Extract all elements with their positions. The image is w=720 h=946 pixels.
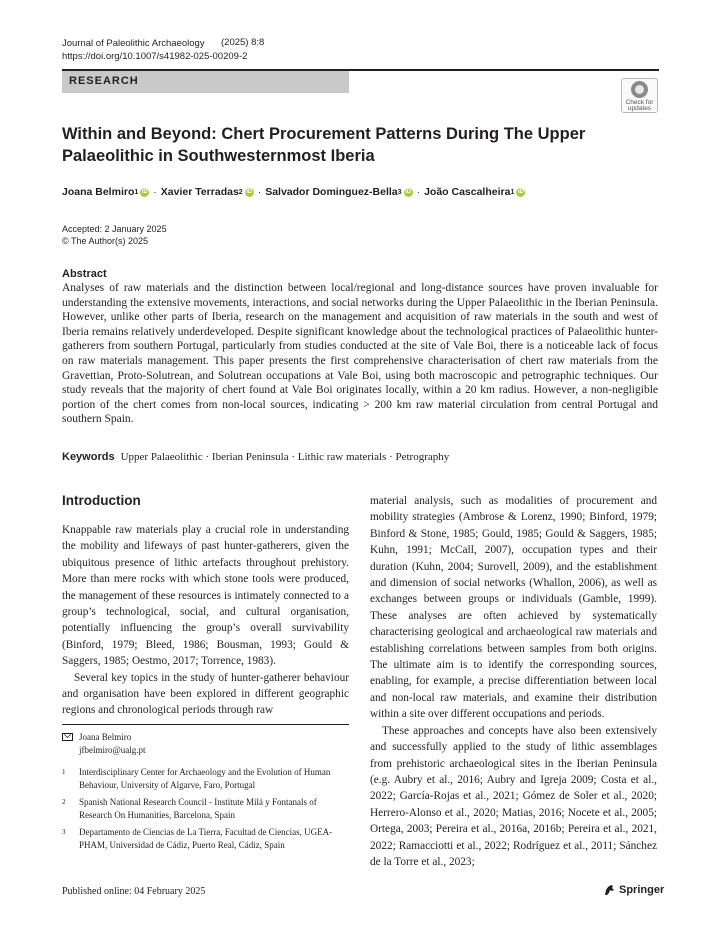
right-column <box>370 493 657 870</box>
author-name[interactable]: Salvador Dominguez-Bella <box>265 186 398 198</box>
keywords-list: Upper Palaeolithic · Iberian Peninsula · Lithic raw materials · Petrography <box>120 451 450 463</box>
keywords-label: Keywords <box>62 451 115 463</box>
introduction-heading: Introduction <box>62 493 141 508</box>
article-dates <box>62 223 167 247</box>
corresponding-author <box>62 731 349 757</box>
corresponding-author-email[interactable]: jfbelmiro@ualg.pt <box>79 744 146 755</box>
published-online: Published online: 04 February 2025 <box>62 886 206 897</box>
abstract-heading: Abstract <box>62 268 107 280</box>
paragraph: Several key topics in the study of hunter-gatherer behaviour and organisation have been explored in different geographic regions and chronological periods through raw <box>62 671 349 717</box>
keywords <box>62 450 449 464</box>
footnote-rule <box>62 724 349 725</box>
copyright-notice: © The Author(s) 2025 <box>62 236 149 246</box>
author-affiliation-sup: 1 <box>134 188 139 196</box>
paragraph: Knappable raw materials play a crucial role in understanding the mobility and lifeways of past hunter-gatherers, given the ubiquitous presence of lithic artefacts throughout prehistory. More than mere rocks with which stone tools were produced, the management of these resources is intimately connected to a group’s technological, social, and cultural organisation, potentially influencing the group’s overall survivability (Binford, 1979; Bleed, 1986; Bousman, 1993; Gould & Saggers, 1985; Oestmo, 2017; Torrence, 1983). <box>62 524 349 668</box>
orcid-icon[interactable]: iD <box>141 188 148 195</box>
paragraph: These approaches and concepts have also been extensively and successfully applied to the study of lithic assemblages from prehistoric archaeological sites in the Iberian Peninsula (e.g. Aubry et al., 2016; Aubry and Igreja 2009; Costa et al., 2022; García-Rojas et al., 2021; Gómez de Soler et al., 2020; Herrero-Alonso et al., 2020; Matias, 2016; Nocete et al., 2005; Ortega, 2003; Pereira et al., 2016a, 2016b; Pereira et al., 2021, 2022; Ramacciotti et al., 2022; Rodríguez et al., 2011; Sánchez de la Torre et al., 2023; <box>370 724 657 868</box>
affiliation-number: 1 <box>62 768 66 776</box>
check-updates-icon <box>631 81 648 98</box>
check-for-updates-button[interactable] <box>621 78 658 113</box>
author-name[interactable]: João Cascalheira <box>424 186 511 198</box>
author-separator: · <box>257 186 262 198</box>
orcid-icon[interactable]: iD <box>246 188 253 195</box>
author-affiliation-sup: 3 <box>397 188 402 196</box>
orcid-icon[interactable]: iD <box>405 188 412 195</box>
affiliation-text: Interdisciplinary Center for Archaeology and the Evolution of Human Behaviour, University of Algarve, Faro, Portugal <box>79 767 331 790</box>
author-name[interactable]: Joana Belmiro <box>62 186 135 198</box>
author-affiliation-sup: 1 <box>510 188 515 196</box>
orcid-icon[interactable]: iD <box>517 188 524 195</box>
affiliation <box>62 766 349 792</box>
author-affiliation-sup: 2 <box>238 188 243 196</box>
springer-horse-icon <box>603 884 615 896</box>
article-type-badge <box>62 71 349 93</box>
author-separator: · <box>416 186 421 198</box>
affiliation-number: 3 <box>62 828 66 836</box>
check-updates-label-1: Check for <box>625 99 654 106</box>
affiliation-text: Departamento de Ciencias de La Tierra, Facultad de Ciencias, UGEA-PHAM, Universidad de Cádiz, Puerto Real, Cádiz, Spain <box>79 827 333 850</box>
check-updates-label-2: updates <box>627 105 652 112</box>
affiliation <box>62 826 349 864</box>
publisher-name: Springer <box>619 884 665 896</box>
author-list <box>62 186 525 198</box>
affiliation-number: 2 <box>62 798 66 806</box>
paragraph: material analysis, such as modalities of procurement and mobility strategies (Ambrose & Lorenz, 1990; Binford, 1979; Binford & Stone, 1985; Gould, 1985; Gould & Saggers, 1985; Kuhn, 1991; McCall, 2007), occupation types and their duration (Kuhn, 2004; Surovell, 2009), and the establishment and dimension of social networks (Whallon, 2006), as well as exchanges between groups or individuals (Gamble, 1999). These analyses are often achieved by systematically characterising geological and archaeological raw materials and establishing correlations between samples from both origins. The ultimate aim is to identify the corresponding sources, enabling, for example, a precise differentiation between local and non-local raw materials, and examine their distribution within a site over different occupations and periods. <box>370 495 657 721</box>
left-column <box>62 522 349 719</box>
journal-name: Journal of Paleolithic Archaeology <box>62 38 205 49</box>
journal-volume: (2025) 8:8 <box>221 37 265 48</box>
doi-link[interactable]: https://doi.org/10.1007/s41982-025-00209-2 <box>62 51 248 62</box>
affiliation <box>62 796 349 822</box>
corresponding-author-name: Joana Belmiro <box>79 732 132 742</box>
author-separator: · <box>153 186 157 198</box>
article-title: Within and Beyond: Chert Procurement Patterns During The Upper Palaeolithic in Southwesternmost Iberia <box>62 125 586 165</box>
publisher-logo <box>603 884 664 896</box>
affiliation-text: Spanish National Research Council - Institute Milá y Fontanals of Research On Humanities, Barcelona, Spain <box>79 797 317 820</box>
author-name[interactable]: Xavier Terradas <box>160 186 239 198</box>
envelope-icon <box>62 733 73 741</box>
accepted-date: Accepted: 2 January 2025 <box>62 224 167 234</box>
abstract-text: Analyses of raw materials and the distinction between local/regional and long-distance sources have proven invaluable for understanding the extensive movements, interactions, and social networks during the Upper Palaeolithic in the Iberian Peninsula. However, unlike other parts of Iberia, research on the management and acquisition of raw materials in the south and west of Iberia remains relatively underdeveloped. Despite significant knowledge about the technological practices of Palaeolithic hunter-gatherers from southern Portugal, particularly from studies conducted at the site of Vale Boi, there is a noticeable lack of focus on raw materials management. This paper presents the first comprehensive characterisation of chert raw materials from the Gravettian, Proto-Solutrean, and Solutrean occupations at Vale Boi, using both macroscopic and petrographic techniques. Our study reveals that the majority of chert found at Vale Boi originates locally, within a 20 km radius. However, a non-negligible portion of the chert comes from non-local sources, indicating > 200 km raw material circulation from central Portugal and southern Spain. <box>62 282 658 426</box>
article-type-label: RESEARCH <box>69 75 139 87</box>
